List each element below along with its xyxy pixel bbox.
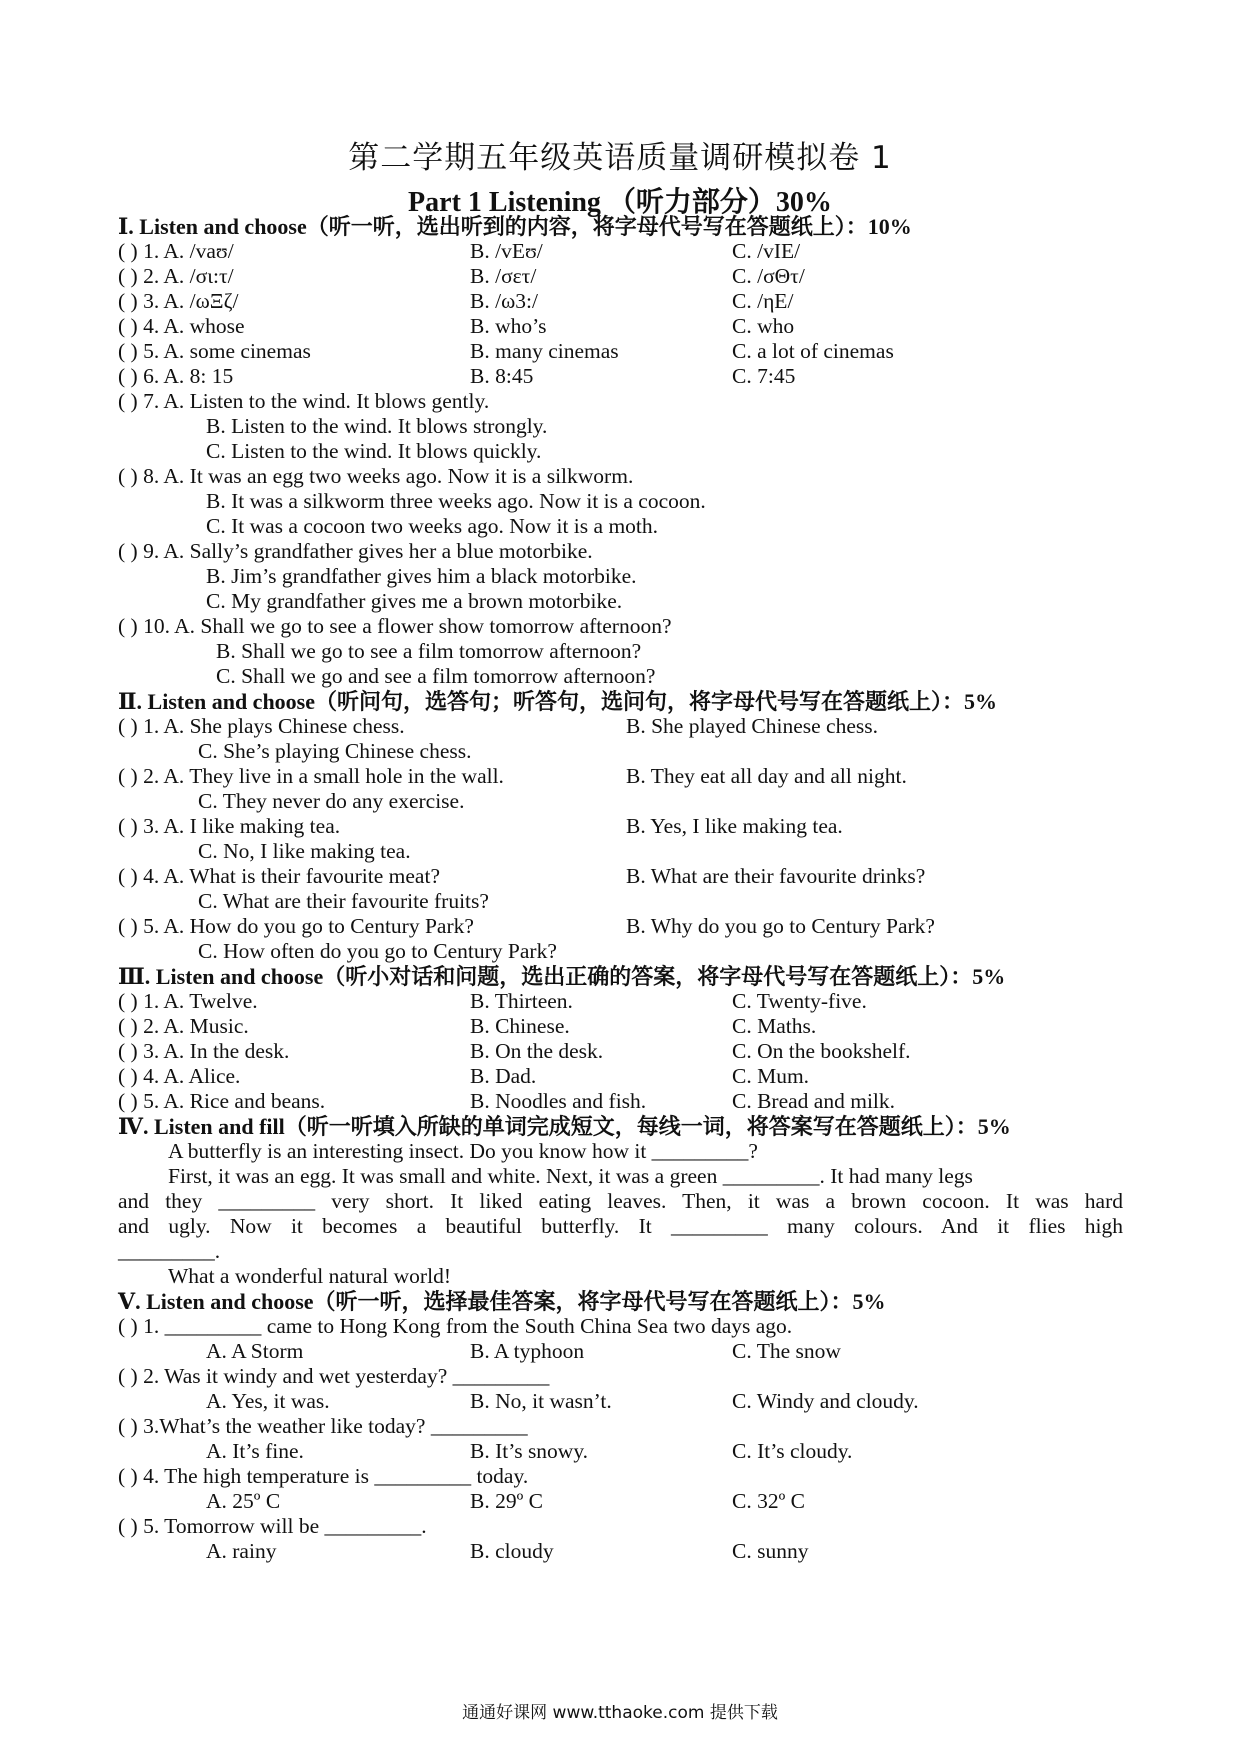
question-row (118, 364, 1123, 389)
option-b: B. Dad. (470, 1064, 537, 1088)
option-a: ( ) 2. A. /σι:τ/ (118, 264, 234, 288)
question-row (118, 1339, 1123, 1364)
option-c: C. Maths. (732, 1014, 817, 1038)
option-c: C. The snow (732, 1339, 841, 1363)
option-c: C. 7:45 (732, 364, 796, 388)
option-c: C. Bread and milk. (732, 1089, 896, 1113)
option-a: ( ) 4. A. whose (118, 314, 245, 338)
page-title: 第二学期五年级英语质量调研模拟卷 1 (348, 140, 892, 176)
question-row (118, 814, 1123, 839)
option-a: ( ) 5. A. Rice and beans. (118, 1089, 326, 1113)
option-c: C. Mum. (732, 1064, 810, 1088)
option-c: C. It’s cloudy. (732, 1439, 853, 1463)
option-b: B. Chinese. (470, 1014, 570, 1038)
question-row (118, 239, 1123, 264)
option-a: A. A Storm (206, 1339, 304, 1363)
page-footer: 通通好课网 www.tthaoke.com 提供下载 (462, 1703, 778, 1723)
question-row (118, 289, 1123, 314)
option-b: B. Thirteen. (470, 989, 573, 1013)
question-stem: ( ) 3.What’s the weather like today? _________ (118, 1414, 528, 1438)
question-row (118, 1039, 1123, 1064)
option-a: ( ) 3. A. In the desk. (118, 1039, 290, 1063)
option-b: B. They eat all day and all night. (626, 764, 907, 788)
option-c: C. /ηE/ (732, 289, 794, 313)
question-row (118, 314, 1123, 339)
question-row (118, 264, 1123, 289)
option-b: B. A typhoon (470, 1339, 585, 1363)
question-row (118, 764, 1123, 789)
option-b: B. cloudy (470, 1539, 554, 1563)
passage-line: What a wonderful natural world! (168, 1264, 451, 1288)
question-stem: ( ) 4. The high temperature is _________ today. (118, 1464, 529, 1488)
question-row (118, 914, 1123, 939)
option-a: ( ) 1. A. She plays Chinese chess. (118, 714, 405, 738)
option-c: C. On the bookshelf. (732, 1039, 911, 1063)
option-a: A. It’s fine. (206, 1439, 304, 1463)
question-row (118, 989, 1123, 1014)
option-c: C. She’s playing Chinese chess. (198, 739, 472, 763)
section-4-heading: Ⅳ. Listen and fill（听一听填入所缺的单词完成短文，每线一词，将答案写在答题纸上）：5% (118, 1114, 1011, 1139)
option-c: C. My grandfather gives me a brown motorbike. (206, 589, 623, 613)
option-b: B. Listen to the wind. It blows strongly. (206, 414, 548, 438)
question-row (118, 339, 1123, 364)
passage-line: A butterfly is an interesting insect. Do you know how it _________? (168, 1139, 758, 1163)
exam-content (118, 214, 1123, 1564)
option-c: C. /vIE/ (732, 239, 801, 263)
option-a: ( ) 5. A. some cinemas (118, 339, 311, 363)
option-a: ( ) 4. A. Alice. (118, 1064, 241, 1088)
question-row (118, 1089, 1123, 1114)
section-1-heading: Ⅰ. Listen and choose（听一听，选出听到的内容，将字母代号写在答题纸上）：10% (118, 214, 912, 239)
question-row (118, 1439, 1123, 1464)
option-a: ( ) 7. A. Listen to the wind. It blows gently. (118, 389, 490, 413)
option-a: ( ) 8. A. It was an egg two weeks ago. Now it is a silkworm. (118, 464, 634, 488)
option-b: B. /vEʊ/ (470, 239, 543, 263)
option-a: ( ) 6. A. 8: 15 (118, 364, 234, 388)
option-a: ( ) 2. A. They live in a small hole in the wall. (118, 764, 504, 788)
option-a: ( ) 4. A. What is their favourite meat? (118, 864, 440, 888)
option-c: C. 32º C (732, 1489, 805, 1513)
option-a: A. Yes, it was. (206, 1389, 330, 1413)
option-c: C. How often do you go to Century Park? (198, 939, 557, 963)
option-b: B. She played Chinese chess. (626, 714, 878, 738)
option-c: C. who (732, 314, 795, 338)
option-b: B. 8:45 (470, 364, 534, 388)
option-a: ( ) 5. A. How do you go to Century Park? (118, 914, 474, 938)
passage-line: First, it was an egg. It was small and white. Next, it was a green _________. It had many legs (168, 1164, 973, 1188)
section-5-heading: Ⅴ. Listen and choose（听一听，选择最佳答案，将字母代号写在答题纸上）：5% (118, 1289, 886, 1314)
question-row (118, 1064, 1123, 1089)
passage-line: _________. (118, 1239, 221, 1263)
option-a: ( ) 3. A. I like making tea. (118, 814, 341, 838)
option-b: B. What are their favourite drinks? (626, 864, 926, 888)
question-row (118, 1389, 1123, 1414)
option-c: C. What are their favourite fruits? (198, 889, 489, 913)
part-heading: Part 1 Listening （听力部分）30% (408, 187, 832, 218)
option-a: A. 25º C (206, 1489, 281, 1513)
option-a: ( ) 2. A. Music. (118, 1014, 249, 1038)
option-b: B. /ω3:/ (470, 289, 538, 313)
option-b: B. Why do you go to Century Park? (626, 914, 935, 938)
option-c: C. a lot of cinemas (732, 339, 894, 363)
option-c: C. Windy and cloudy. (732, 1389, 919, 1413)
option-b: B. On the desk. (470, 1039, 604, 1063)
question-stem: ( ) 2. Was it windy and wet yesterday? _________ (118, 1364, 550, 1388)
option-b: B. It was a silkworm three weeks ago. Now it is a cocoon. (206, 489, 706, 513)
option-b: B. Shall we go to see a film tomorrow afternoon? (216, 639, 642, 663)
question-row (118, 1539, 1123, 1564)
option-b: B. Noodles and fish. (470, 1089, 647, 1113)
option-c: C. They never do any exercise. (198, 789, 465, 813)
option-c: C. Twenty-five. (732, 989, 867, 1013)
option-b: B. It’s snowy. (470, 1439, 589, 1463)
option-a: ( ) 10. A. Shall we go to see a flower show tomorrow afternoon? (118, 614, 672, 638)
option-b: B. No, it wasn’t. (470, 1389, 612, 1413)
option-a: ( ) 3. A. /ωΞζ/ (118, 289, 239, 313)
option-b: B. who’s (470, 314, 547, 338)
question-row (118, 714, 1123, 739)
passage-line: and they _________ very short. It liked eating leaves. Then, it was a brown cocoon. It was hard (118, 1189, 1123, 1213)
question-row (118, 864, 1123, 889)
option-b: B. 29º C (470, 1489, 543, 1513)
option-c: C. It was a cocoon two weeks ago. Now it is a moth. (206, 514, 659, 538)
question-stem: ( ) 1. _________ came to Hong Kong from the South China Sea two days ago. (118, 1314, 793, 1338)
option-c: C. Shall we go and see a film tomorrow afternoon? (216, 664, 656, 688)
option-b: B. Jim’s grandfather gives him a black motorbike. (206, 564, 637, 588)
option-b: B. /σετ/ (470, 264, 537, 288)
option-a: ( ) 9. A. Sally’s grandfather gives her a blue motorbike. (118, 539, 593, 563)
question-stem: ( ) 5. Tomorrow will be _________. (118, 1514, 427, 1538)
section-2-heading: Ⅱ. Listen and choose（听问句，选答句；听答句，选问句，将字母代号写在答题纸上）：5% (118, 689, 998, 714)
option-a: A. rainy (206, 1539, 277, 1563)
option-b: B. Yes, I like making tea. (626, 814, 843, 838)
option-c: C. No, I like making tea. (198, 839, 411, 863)
option-c: C. sunny (732, 1539, 809, 1563)
passage-line: and ugly. Now it becomes a beautiful butterfly. It _________ many colours. And it flies high (118, 1214, 1123, 1238)
option-c: C. Listen to the wind. It blows quickly. (206, 439, 542, 463)
section-3-heading: Ⅲ. Listen and choose（听小对话和问题，选出正确的答案，将字母代号写在答题纸上）：5% (118, 964, 1006, 989)
option-b: B. many cinemas (470, 339, 619, 363)
option-c: C. /σΘτ/ (732, 264, 805, 288)
option-a: ( ) 1. A. /vaʊ/ (118, 239, 234, 263)
question-row (118, 1489, 1123, 1514)
option-a: ( ) 1. A. Twelve. (118, 989, 258, 1013)
question-row (118, 1014, 1123, 1039)
